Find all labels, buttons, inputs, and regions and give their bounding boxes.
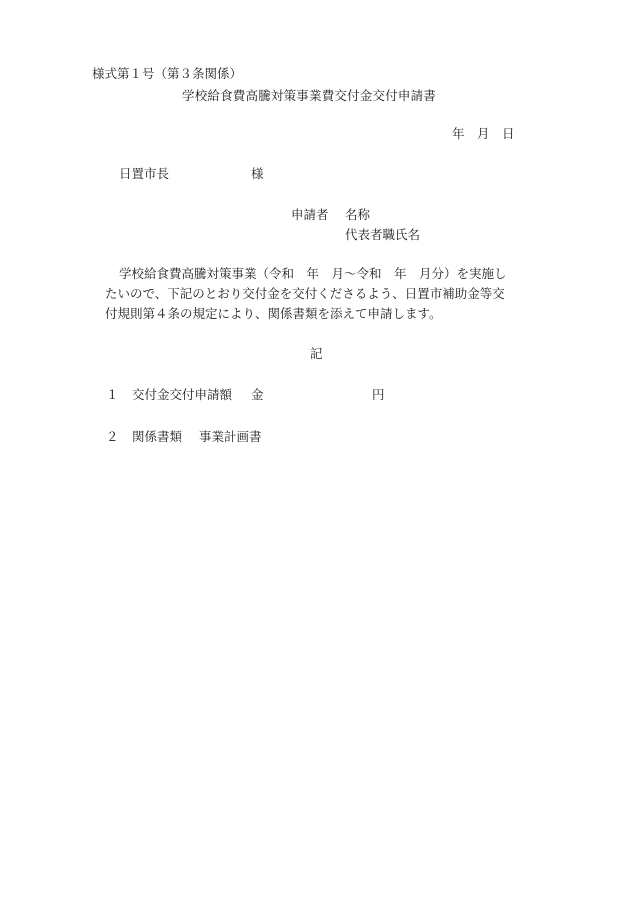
item-number: ２ xyxy=(106,429,119,444)
item-label-application-amount: 交付金交付申請額 xyxy=(132,387,233,402)
item-label-related-documents: 関係書類 xyxy=(132,429,183,444)
item-number: １ xyxy=(106,387,119,402)
applicant-name-label: 名称 xyxy=(345,207,371,222)
applicant-label: 申請者 xyxy=(291,207,329,222)
ki-heading: 記 xyxy=(310,346,323,361)
addressee-honorific: 様 xyxy=(251,166,264,181)
form-number: 様式第１号（第３条関係） xyxy=(92,66,243,81)
item-value-business-plan: 事業計画書 xyxy=(199,429,262,444)
amount-suffix: 円 xyxy=(372,387,385,402)
body-text-line: 付規則第４条の規定により、関係書類を添えて申請します。 xyxy=(105,306,442,321)
addressee: 日置市長 xyxy=(119,166,170,181)
amount-prefix: 金 xyxy=(251,387,264,402)
body-text-line: 学校給食費高騰対策事業（令和 年 月～令和 年 月分）を実施し xyxy=(119,266,507,281)
applicant-representative-label: 代表者職氏名 xyxy=(345,227,421,242)
date-line: 年 月 日 xyxy=(452,126,515,141)
body-text-line: たいので、下記のとおり交付金を交付くださるよう、日置市補助金等交 xyxy=(105,286,505,301)
document-title: 学校給食費高騰対策事業費交付金交付申請書 xyxy=(182,88,437,103)
